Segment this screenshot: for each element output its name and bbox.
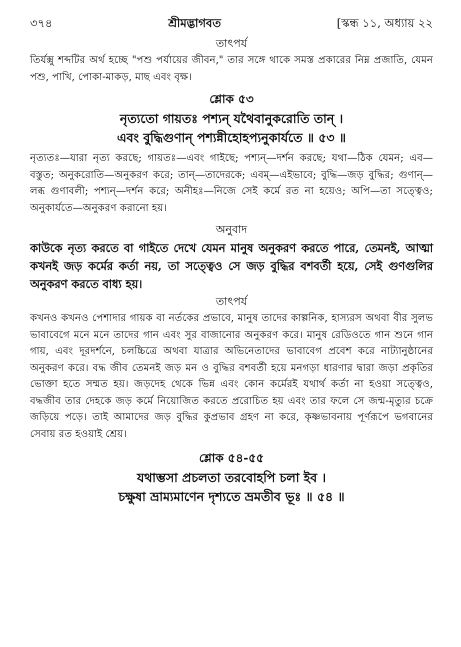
purport-text-2: কখনও কখনও পেশাদার গায়ক বা নর্তকের প্রভাবে, মানুষ তাদের কাল্পনিক, হাস্যরস অথবা বীর সুলভ ভাবাবেগে মনে মনে তাদের গান এবং সুর বাজানোর অনুকরণ করে। মানুষ রেডিওতে গান শুনে গান গায়, এবং দূরদর্শনে, চলচ্চিত্রে অথবা যাত্রার অভিনেতাদের ভাবাবেগ প্রবেশ করে নাট্যানুষ্ঠানের অনুকরণ করে। বদ্ধ জীব তেমনই জড় মন ও বুদ্ধির বশবর্তী হয়ে মনগড়া ধারণার দ্বারা জড়া প্রকৃতির ভোক্তা হতে সম্মত হয়। জড়দেহ থেকে ভিন্ন এবং কোন কর্মেরই যথার্থ কর্তা না হওয়া সত্ত্বেও, বদ্ধজীব তার দেহকে জড় কর্মে নিয়োজিত করতে প্ররোচিত হয় এবং তার ফলে সে জন্ম-মৃত্যুর চক্রে জড়িয়ে পড়ে। তাই আমাদের জড় বুদ্ধির কুপ্রভাব গ্রহণ না করে, কৃষ্ণভাবনায় পূর্ণরূপে ভগবানের সেবায় রত হওয়াই শ্রেয়। [30,313,433,440]
translation-text: কাউকে নৃত্য করতে বা গাইতে দেখে যেমন মানুষ অনুকরণ করতে পারে, তেমনই, আত্মা কখনই জড় কর্মের কর্তা নয়, তা সত্ত্বেও সে জড় বুদ্ধির বশবর্তী হয়ে, সেই গুণগুলির অনুকরণ করতে বাধ্য হয়। [30,241,433,291]
translation-heading: অনুবাদ [215,223,248,236]
shloka-54-label: শ্লোক ৫৪-৫৫ [199,451,264,465]
purport-text-1: তির্যক্সু শব্দটির অর্থ হচ্ছে "পশু পর্যায়ের জীবন," তার সঙ্গে থাকে সমস্ত প্রকারের নিম্ন প্রজাতি, যেমন পশু, পাখি, পোকা-মাকড়, মাছ এবং বৃক্ষ। [30,55,433,83]
book-title: শ্রীমদ্ভাগবত [168,16,221,30]
purport-heading-1: তাৎপর্য [215,37,248,50]
purport-heading-2: তাৎপর্য [215,295,248,308]
page-number: ৩৭৪ [30,16,53,30]
shloka-53-line-2: এবং বুদ্ধিগুণান্ পশ্যন্নীহোহপ্যনুকার্যতে ॥ ৫৩ ॥ [117,130,346,145]
shloka-54-line-2: চক্ষুষা ভ্রাম্যমাণেন দৃশ্যতে ভ্রমতীব ভূঃ ॥ ৫৪ ॥ [118,489,345,504]
shloka-54-line-1: যথাম্ভসা প্রচলতা তরবোহপি চলা ইব । [137,470,326,485]
shloka-53-label: শ্লোক ৫৩ [209,92,254,106]
page-header [30,14,433,32]
shloka-53-line-1: নৃত্যতো গায়তঃ পশ্যন্ যথৈবানুকরোতি তান্ । [119,111,344,126]
word-synonyms: নৃত্যতঃ—যারা নৃত্য করছে; গায়তঃ—এবং গাইছে; পশ্যন্—দর্শন করছে; যথা—ঠিক যেমন; এব—বস্তুত; অনুকরোতি—অনুকরণ করে; তান্—তাদেরকে; এবম্—এইভাবে; বুদ্ধি—জড় বুদ্ধির; গুণান্—লব্ধ গুণাবলী; পশ্যন্—দর্শন করে; অনীহঃ—নিজে সেই কর্মে রত না হয়েও; অপি—তা সত্ত্বেও; অনুকার্যতে—অনুকরণ করানো হয়। [30,153,433,214]
chapter-reference: [স্কন্ধ ১১, অধ্যায় ২২ [336,16,433,30]
